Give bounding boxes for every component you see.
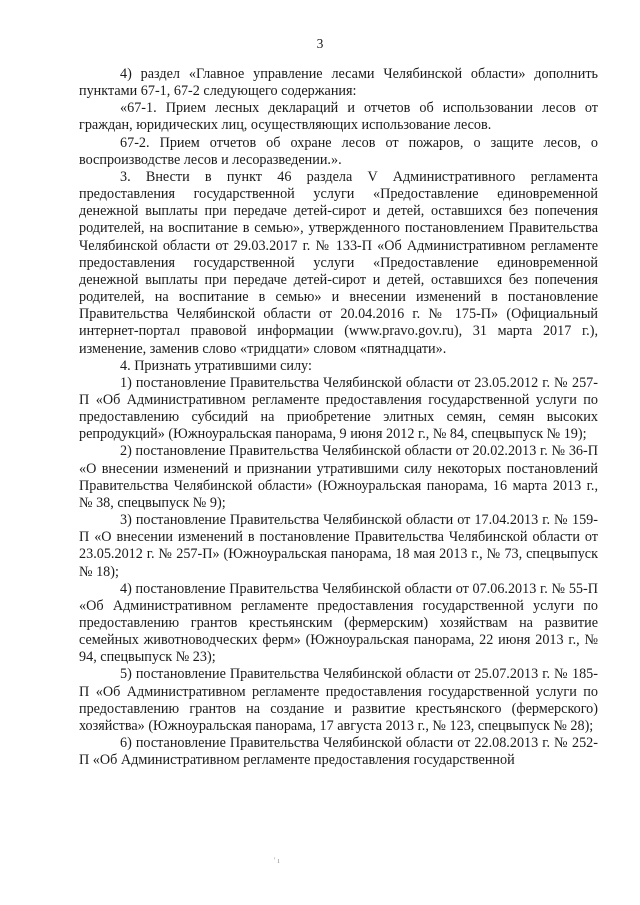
scan-artifact-mark: ' ı: [274, 856, 280, 865]
list-item-repealed-5: 5) постановление Правительства Челябинской области от 25.07.2013 г. № 185-П «Об Административном регламенте предоставления государственной услуги по предоставлению грантов на создание и развитие крестьянского (фермерского) хозяйства» (Южноуральская панорама, 17 августа 2013 г., № 123, спецвыпуск № 28);: [79, 666, 598, 734]
list-item-repealed-2: 2) постановление Правительства Челябинской области от 20.02.2013 г. № 36-П «О внесении изменений и признании утратившими силу некоторых постановлений Правительства Челябинской области» (Южноуральская панорама, 16 марта 2013 г., № 38, спецвыпуск № 9);: [79, 443, 598, 511]
document-body: [79, 66, 598, 769]
paragraph-amend-section-4: 4) раздел «Главное управление лесами Челябинской области» дополнить пунктами 67-1, 67-2 следующего содержания:: [79, 66, 598, 100]
paragraph-point-4: 4. Признать утратившими силу:: [120, 357, 312, 374]
list-item-repealed-4: 4) постановление Правительства Челябинской области от 07.06.2013 г. № 55-П «Об Административном регламенте предоставления государственной услуги по предоставлению грантов крестьянским (фермерским) хозяйствам на развитие семейных животноводческих ферм» (Южноуральская панорама, 22 июня 2013 г., № 94, спецвыпуск № 23);: [79, 580, 598, 666]
list-item-repealed-1: 1) постановление Правительства Челябинской области от 23.05.2012 г. № 257-П «Об Административном регламенте предоставления государственной услуги по предоставлению субсидий на приобретение элитных семян, семян высоких репродукций» (Южноуральская панорама, 9 июня 2012 г., № 84, спецвыпуск № 19);: [79, 374, 598, 443]
list-item-repealed-6: 6) постановление Правительства Челябинской области от 22.08.2013 г. № 252-П «Об Административном регламенте предоставления государственной: [79, 735, 598, 769]
list-item-repealed-3: 3) постановление Правительства Челябинской области от 17.04.2013 г. № 159-П «О внесении изменений в постановление Правительства Челябинской области от 23.05.2012 г. № 257-П» (Южноуральская панорама, 18 мая 2013 г., № 73, спецвыпуск № 18);: [79, 512, 598, 580]
paragraph-item-67-1: «67-1. Прием лесных деклараций и отчетов об использовании лесов от граждан, юридических лиц, осуществляющих использование лесов.: [79, 100, 598, 134]
page-number: 3: [316, 36, 324, 51]
paragraph-point-3: 3. Внести в пункт 46 раздела V Административного регламента предоставления государственной услуги «Предоставление единовременной денежной выплаты при передаче детей-сирот и детей, оставшихся без попечения родителей, на воспитание в семью», утвержденного постановлением Правительства Челябинской области от 29.03.2017 г. № 133-П «Об Административном регламенте предоставления государственной услуги «Предоставление единовременной денежной выплаты при передаче детей-сирот и детей, оставшихся без попечения родителей, на воспитание в семью» и внесении изменений в постановление Правительства Челябинской области от 20.04.2016 г. № 175-П» (Официальный интернет-портал правовой информации (www.pravo.gov.ru), 31 марта 2017 г.), изменение, заменив слово «тридцати» словом «пятнадцати».: [79, 168, 598, 357]
paragraph-item-67-2: 67-2. Прием отчетов об охране лесов от пожаров, о защите лесов, о воспроизводстве лесов и лесоразведении.».: [79, 134, 598, 168]
